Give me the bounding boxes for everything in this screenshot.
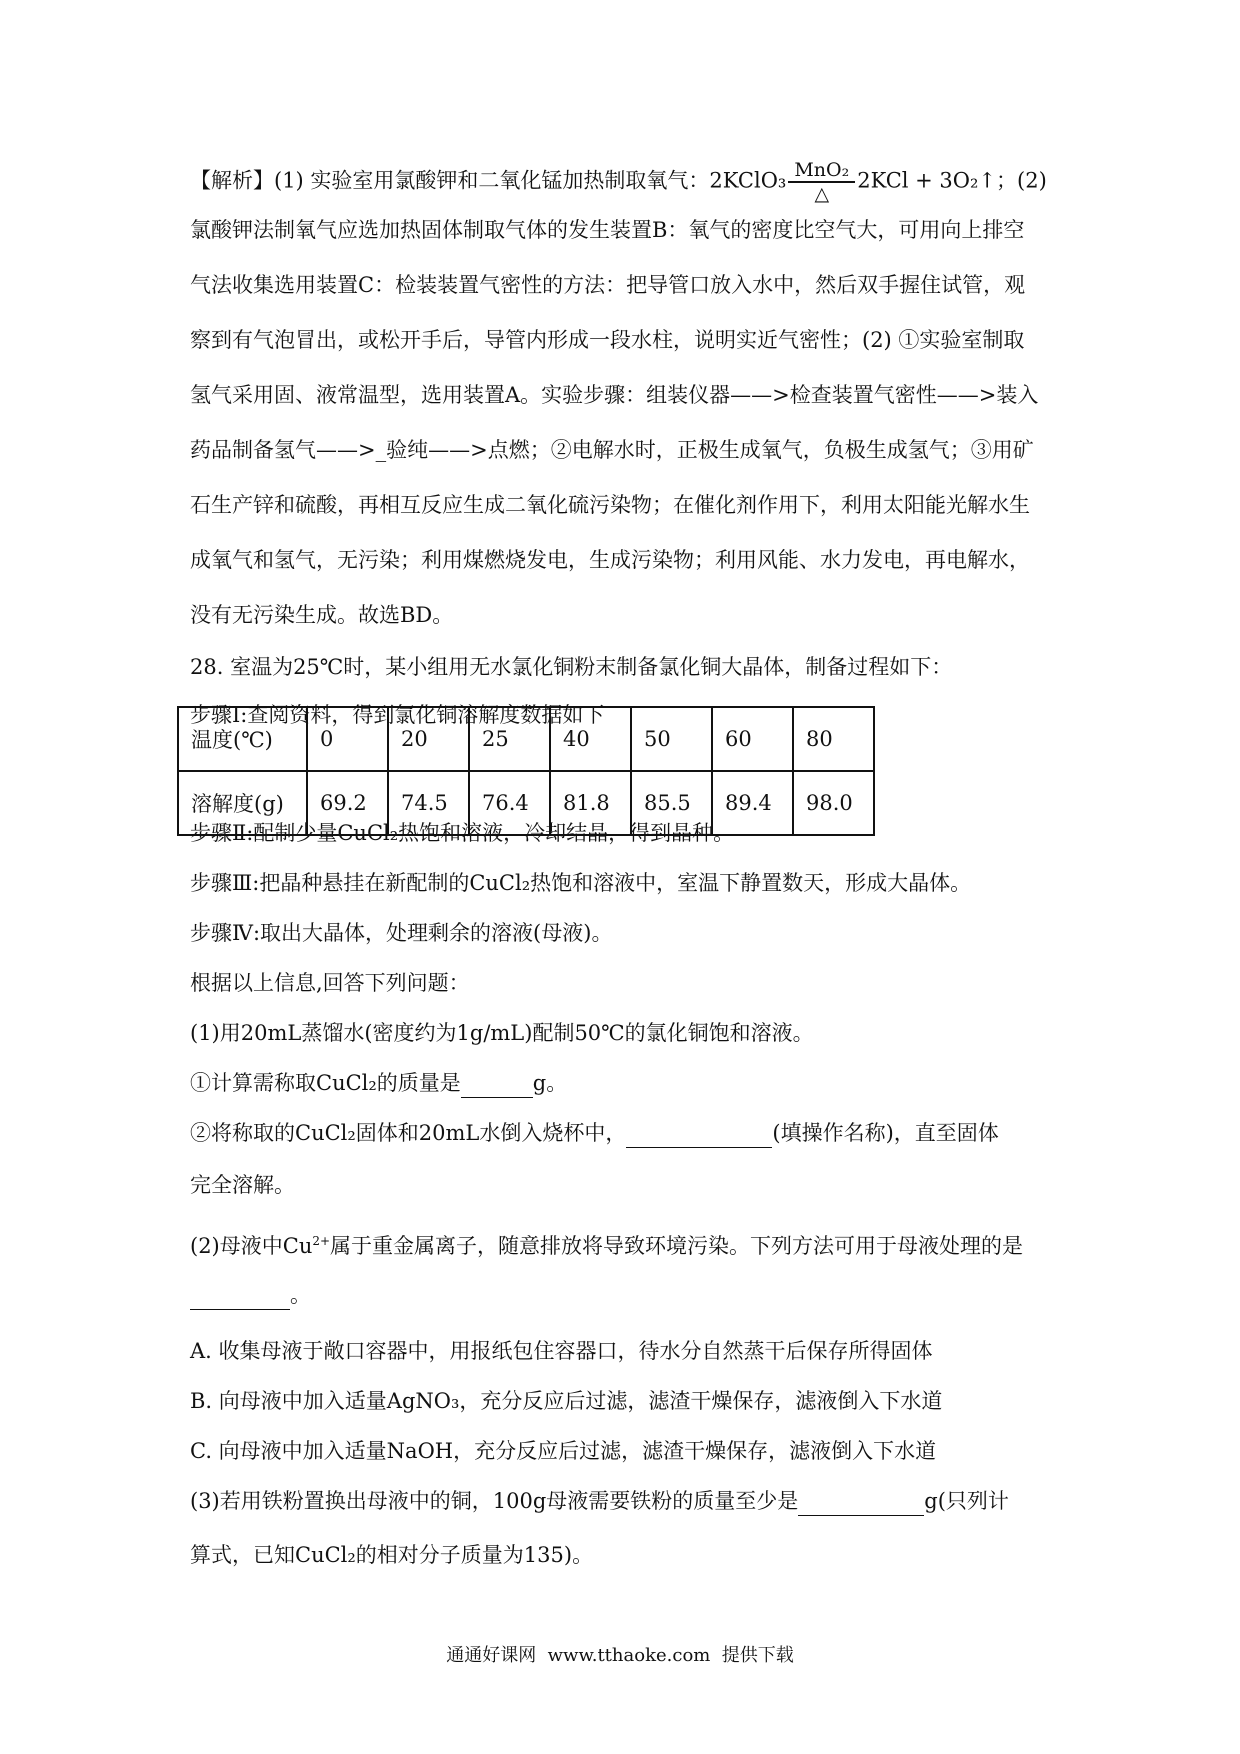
part-2 — [190, 1226, 1023, 1261]
answer-blank-2[interactable] — [190, 1287, 290, 1310]
part-2-end: 。 — [290, 1283, 311, 1307]
table-cell: 0 — [307, 707, 388, 771]
analysis-text: 2KCl + 3O₂↑；(2) — [857, 168, 1047, 193]
table-cell: 50 — [631, 707, 712, 771]
table-cell: 76.4 — [469, 771, 550, 835]
part-1a-text: ①计算需称取CuCl₂的质量是 — [190, 1071, 461, 1095]
answer-blank-3[interactable] — [798, 1493, 924, 1516]
table-header-cell: 温度(℃) — [178, 707, 307, 771]
answer-blank-1a[interactable] — [461, 1075, 533, 1098]
solubility-table — [177, 706, 875, 836]
table-header-cell: 溶解度(g) — [178, 771, 307, 835]
analysis-line-8: 成氧气和氢气，无污染；利用煤燃烧发电，生成污染物；利用风能、水力发电，再电解水， — [190, 548, 1030, 572]
ion-charge: 2+ — [312, 1234, 331, 1248]
option-b: B. 向母液中加入适量AgNO₃，充分反应后过滤，滤渣干燥保存，滤液倒入下水道 — [190, 1389, 943, 1413]
option-c: C. 向母液中加入适量NaOH，充分反应后过滤，滤渣干燥保存，滤液倒入下水道 — [190, 1439, 937, 1463]
table-cell: 20 — [388, 707, 469, 771]
analysis-text: 【解析】(1) 实验室用氯酸钾和二氧化锰加热制取氧气：2KClO₃ — [190, 168, 787, 193]
part-2-answer-line — [190, 1280, 311, 1310]
part-1: (1)用20mL蒸馏水(密度约为1g/mL)配制50℃的氯化铜饱和溶液。 — [190, 1021, 814, 1045]
heat-symbol: △ — [814, 183, 830, 205]
part-1a — [190, 1068, 567, 1098]
table-cell: 85.5 — [631, 771, 712, 835]
analysis-line-5: 氢气采用固、液常温型，选用装置A。实验步骤：组装仪器——>检查装置气密性——>装入 — [190, 383, 1039, 407]
table-cell: 81.8 — [550, 771, 631, 835]
analysis-line-9: 没有无污染生成。故选BD。 — [190, 603, 454, 627]
part-1b-continued: 完全溶解。 — [190, 1173, 295, 1197]
option-a: A. 收集母液于敞口容器中，用报纸包住容器口，待水分自然蒸干后保存所得固体 — [190, 1339, 933, 1363]
analysis-line-7: 石生产锌和硫酸，再相互反应生成二氧化硫污染物；在催化剂作用下，利用太阳能光解水生 — [190, 493, 1030, 517]
table-cell: 40 — [550, 707, 631, 771]
analysis-line-2: 氯酸钾法制氧气应选加热固体制取气体的发生装置B：氧气的密度比空气大，可用向上排空 — [190, 218, 1025, 242]
part-3-continued: 算式，已知CuCl₂的相对分子质量为135)。 — [190, 1543, 594, 1567]
analysis-line-4: 察到有气泡冒出，或松开手后，导管内形成一段水柱，说明实近气密性；(2) ①实验室制取 — [190, 328, 1025, 352]
table-cell: 80 — [793, 707, 874, 771]
question-prompt: 根据以上信息,回答下列问题： — [190, 971, 470, 995]
step-3: 步骤Ⅲ:把晶种悬挂在新配制的CuCl₂热饱和溶液中，室温下静置数天，形成大晶体。 — [190, 871, 972, 895]
table-cell: 89.4 — [712, 771, 793, 835]
analysis-line-6: 药品制备氢气——>_验纯——>点燃；②电解水时，正极生成氧气，负极生成氢气；③用矿 — [190, 438, 1034, 462]
table-cell: 60 — [712, 707, 793, 771]
answer-blank-1b[interactable] — [626, 1125, 772, 1148]
part-3 — [190, 1486, 1009, 1516]
table-row-solubility — [178, 771, 874, 835]
part-3-text: (3)若用铁粉置换出母液中的铜，100g母液需要铁粉的质量至少是 — [190, 1489, 799, 1513]
part-1b-hint: (填操作名称)，直至固体 — [772, 1121, 999, 1145]
page-footer: 通通好课网 www.tthaoke.com 提供下载 — [446, 1645, 794, 1666]
part-1b — [190, 1118, 999, 1148]
part-3-hint: g(只列计 — [924, 1489, 1009, 1513]
table-row-temperature — [178, 707, 874, 771]
step-2: 步骤Ⅱ:配制少量CuCl₂热饱和溶液，冷却结晶，得到晶种。 — [190, 821, 735, 845]
step-4: 步骤Ⅳ:取出大晶体，处理剩余的溶液(母液)。 — [190, 921, 613, 945]
part-2-text-cont: 属于重金属离子，随意排放将导致环境污染。下列方法可用于母液处理的是 — [330, 1234, 1024, 1258]
table-cell: 98.0 — [793, 771, 874, 835]
table-cell: 74.5 — [388, 771, 469, 835]
reaction-condition — [788, 160, 855, 204]
analysis-line-1 — [190, 160, 1047, 204]
step-1: 步骤Ⅰ:查阅资料，得到氯化铜溶解度数据如下 — [190, 703, 605, 727]
table-cell: 69.2 — [307, 771, 388, 835]
analysis-line-3: 气法收集选用装置C：检装装置气密性的方法：把导管口放入水中，然后双手握住试管，观 — [190, 273, 1026, 297]
part-2-text: (2)母液中Cu — [190, 1234, 313, 1258]
catalyst-label: MnO₂ — [794, 159, 850, 181]
table-cell: 25 — [469, 707, 550, 771]
question-28-intro: 28. 室温为25℃时，某小组用无水氯化铜粉末制备氯化铜大晶体，制备过程如下： — [190, 655, 953, 679]
part-1a-unit: g。 — [532, 1071, 568, 1095]
part-1b-text: ②将称取的CuCl₂固体和20mL水倒入烧杯中， — [190, 1121, 627, 1145]
